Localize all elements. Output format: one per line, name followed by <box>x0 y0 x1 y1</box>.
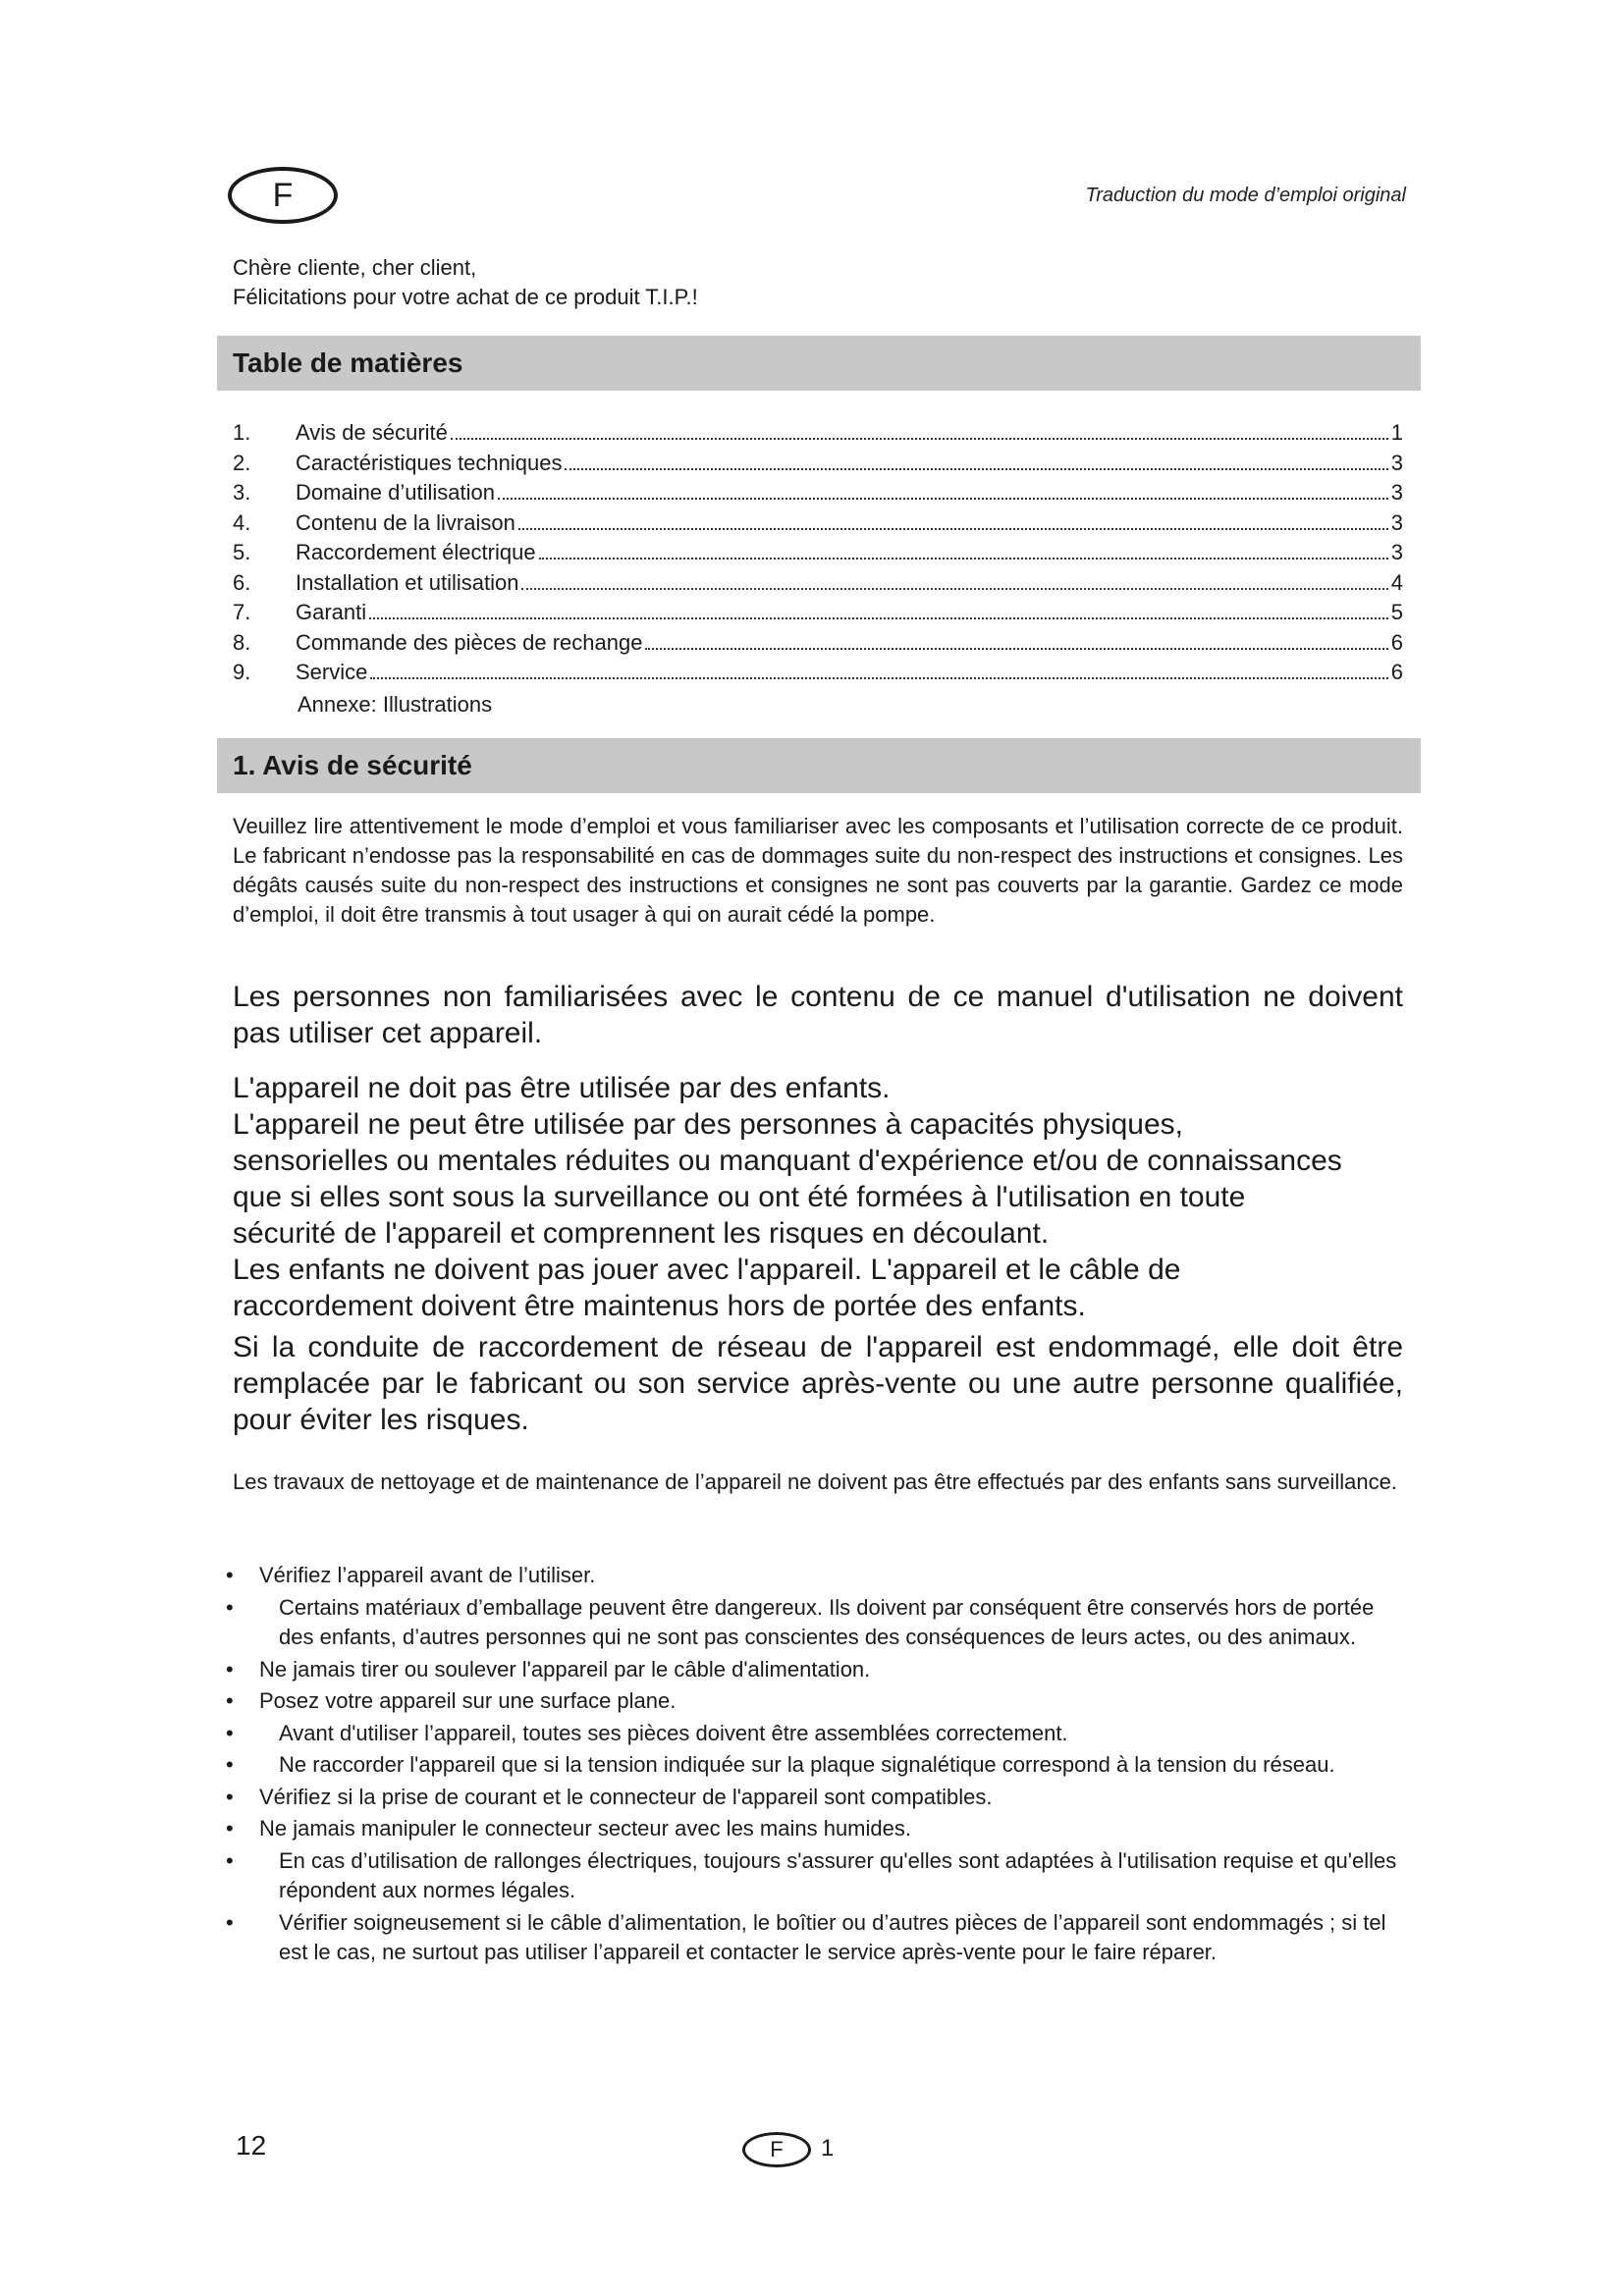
toc-entry <box>233 480 1403 510</box>
toc-annex: Annexe: Illustrations <box>298 691 493 717</box>
toc-entry-page: 6 <box>1390 629 1403 655</box>
bullet-text: Avant d'utiliser l’appareil, toutes ses pièces doivent être assemblées correctement. <box>279 1720 1068 1745</box>
bullet-icon: • <box>226 1563 234 1587</box>
toc-dot-leader <box>370 676 1387 679</box>
bullet-icon: • <box>226 1656 234 1682</box>
toc-entry <box>233 451 1403 481</box>
toc-entry <box>233 570 1403 601</box>
safety-bullet <box>226 1655 1404 1685</box>
toc-dot-leader <box>451 437 1388 440</box>
toc-entry-title: Installation et utilisation <box>296 569 519 595</box>
safety-bullet <box>226 1561 1404 1591</box>
bullet-text: En cas d’utilisation de rallonges électriques, toujours s'assurer qu'elles sont adaptées à l'utilisation requise et qu'elles répondent aux normes légales. <box>279 1847 1397 1902</box>
toc-entry-number: 2. <box>233 450 251 475</box>
bullet-icon: • <box>226 1688 234 1713</box>
toc-entry-title: Domaine d’utilisation <box>296 480 495 505</box>
greeting-congratulations: Félicitations pour votre achat de ce produit T.I.P.! <box>233 285 698 309</box>
bullet-icon: • <box>226 1720 234 1745</box>
toc-dot-leader <box>369 616 1388 619</box>
toc-entry <box>233 660 1403 690</box>
warning-line: que si elles sont sous la surveillance ou ont été formées à l'utilisation en toute <box>233 1181 1246 1213</box>
toc-entry-title: Garanti <box>296 600 367 624</box>
bullet-icon: • <box>226 1784 234 1809</box>
bullet-text: Ne raccorder l'appareil que si la tension indiquée sur la plaque signalétique correspond à la tension du réseau. <box>279 1752 1335 1777</box>
page-number: 12 <box>236 2130 267 2161</box>
toc-entry <box>233 630 1403 661</box>
toc-entry-title: Contenu de la livraison <box>296 509 515 535</box>
toc-entry-number: 1. <box>233 420 251 445</box>
bullet-text: Vérifiez l’appareil avant de l’utiliser. <box>259 1563 596 1587</box>
toc-entry-title: Raccordement électrique <box>296 540 536 564</box>
toc-entry-page: 3 <box>1390 509 1403 535</box>
toc-entry-title: Commande des pièces de rechange <box>296 629 643 655</box>
section-1-heading: 1. Avis de sécurité <box>217 738 1421 793</box>
warning-unfamiliar-users: Les personnes non familiarisées avec le contenu de ce manuel d'utilisation ne doivent pas utiliser cet appareil. <box>233 981 1403 1049</box>
toc-entry <box>233 540 1403 570</box>
warning-line: L'appareil ne peut être utilisée par des personnes à capacités physiques, <box>233 1108 1184 1141</box>
toc-dot-leader <box>539 557 1388 560</box>
safety-bullet <box>226 1783 1404 1813</box>
footer-language-code: F <box>770 2137 784 2162</box>
safety-bullet <box>226 1908 1404 1968</box>
safety-bullet <box>226 1593 1404 1653</box>
toc-entry-number: 9. <box>233 660 251 684</box>
footer-language-badge <box>742 2132 811 2167</box>
toc-entry-page: 3 <box>1390 540 1403 564</box>
bullet-text: Vérifiez si la prise de courant et le connecteur de l'appareil sont compatibles. <box>259 1784 993 1809</box>
safety-bullet <box>226 1846 1404 1906</box>
safety-bullet <box>226 1814 1404 1844</box>
table-of-contents <box>233 420 1403 720</box>
toc-entry <box>233 600 1403 630</box>
translation-note: Traduction du mode d’emploi original <box>1085 185 1406 206</box>
toc-entry-number: 8. <box>233 629 251 655</box>
toc-entry-page: 1 <box>1390 420 1403 445</box>
toc-entry-page: 6 <box>1390 660 1403 684</box>
bullet-text: Certains matériaux d’emballage peuvent être dangereux. Ils doivent par conséquent être conservés hors de portée des enfants, d’autres personnes qui ne sont pas conscientes des conséquences de leurs actes, ou des animaux. <box>279 1594 1375 1649</box>
bullet-icon: • <box>226 1594 234 1620</box>
toc-entry-number: 4. <box>233 509 251 535</box>
cleaning-note: Les travaux de nettoyage et de maintenance de l’appareil ne doivent pas être effectués par des enfants sans surveillance. <box>233 1469 1397 1494</box>
toc-dot-leader <box>565 467 1387 470</box>
toc-entry-title: Avis de sécurité <box>296 420 448 445</box>
toc-dot-leader <box>518 527 1388 530</box>
warning-line: sécurité de l'appareil et comprennent les risques en découlant. <box>233 1217 1050 1250</box>
toc-heading: Table de matières <box>217 336 1421 391</box>
toc-entry <box>233 420 1403 451</box>
toc-entry-number: 5. <box>233 540 251 564</box>
bullet-icon: • <box>226 1816 234 1841</box>
warning-damaged-cable: Si la conduite de raccordement de réseau de l'appareil est endommagé, elle doit être remplacée par le fabricant ou son service après-vente ou une autre personne qualifiée, pour éviter les risques. <box>233 1331 1403 1436</box>
toc-entry-title: Service <box>296 660 368 684</box>
language-code: F <box>272 176 294 214</box>
bullet-text: Posez votre appareil sur une surface plane. <box>259 1688 677 1713</box>
safety-bullet <box>226 1686 1404 1717</box>
safety-bullet-list <box>226 1561 1404 1970</box>
toc-entry-page: 5 <box>1390 600 1403 624</box>
language-badge <box>228 167 338 224</box>
toc-dot-leader <box>645 647 1387 650</box>
toc-entry-page: 4 <box>1390 569 1403 595</box>
toc-entry <box>233 510 1403 541</box>
toc-entry-page: 3 <box>1390 480 1403 505</box>
toc-entry-number: 6. <box>233 569 251 595</box>
safety-bullet <box>226 1750 1404 1781</box>
safety-intro: Veuillez lire attentivement le mode d’emploi et vous familiariser avec les composants et l’utilisation correcte de ce produit. Le fabricant n’endosse pas la responsabilité en cas de dommages suite du non-respect des instructions et consignes. Les dégâts causés suite du non-respect des instructions et consignes ne sont pas couverts par la garantie. Gardez ce mode d’emploi, il doit être transmis à tout usager à qui on aurait cédé la pompe. <box>233 814 1403 927</box>
greeting <box>233 253 698 312</box>
greeting-salutation: Chère cliente, cher client, <box>233 255 477 280</box>
bullet-text: Ne jamais manipuler le connecteur secteur avec les mains humides. <box>259 1816 911 1841</box>
warning-line: L'appareil ne doit pas être utilisée par des enfants. <box>233 1072 891 1104</box>
toc-entry-number: 7. <box>233 600 251 624</box>
toc-entry-page: 3 <box>1390 450 1403 475</box>
warning-line: sensorielles ou mentales réduites ou manquant d'expérience et/ou de connaissances <box>233 1145 1342 1177</box>
bullet-text: Vérifier soigneusement si le câble d’alimentation, le boîtier ou d’autres pièces de l’appareil sont endommagés ; si tel est le cas, ne surtout pas utiliser l’appareil et contacter le service après-vente pour le faire réparer. <box>279 1909 1386 1964</box>
safety-bullet <box>226 1719 1404 1749</box>
toc-entry-number: 3. <box>233 480 251 505</box>
warning-line: raccordement doivent être maintenus hors de portée des enfants. <box>233 1290 1086 1322</box>
bullet-icon: • <box>226 1847 234 1873</box>
toc-dot-leader <box>521 587 1387 590</box>
toc-entry-title: Caractéristiques techniques <box>296 450 563 475</box>
bullet-text: Ne jamais tirer ou soulever l'appareil par le câble d'alimentation. <box>259 1656 871 1682</box>
warning-line: Les enfants ne doivent pas jouer avec l'appareil. L'appareil et le câble de <box>233 1254 1181 1286</box>
warning-children-capacities <box>233 1070 1403 1324</box>
footer-section-page: 1 <box>821 2135 835 2162</box>
bullet-icon: • <box>226 1909 234 1935</box>
bullet-icon: • <box>226 1752 234 1777</box>
toc-dot-leader <box>498 497 1388 500</box>
